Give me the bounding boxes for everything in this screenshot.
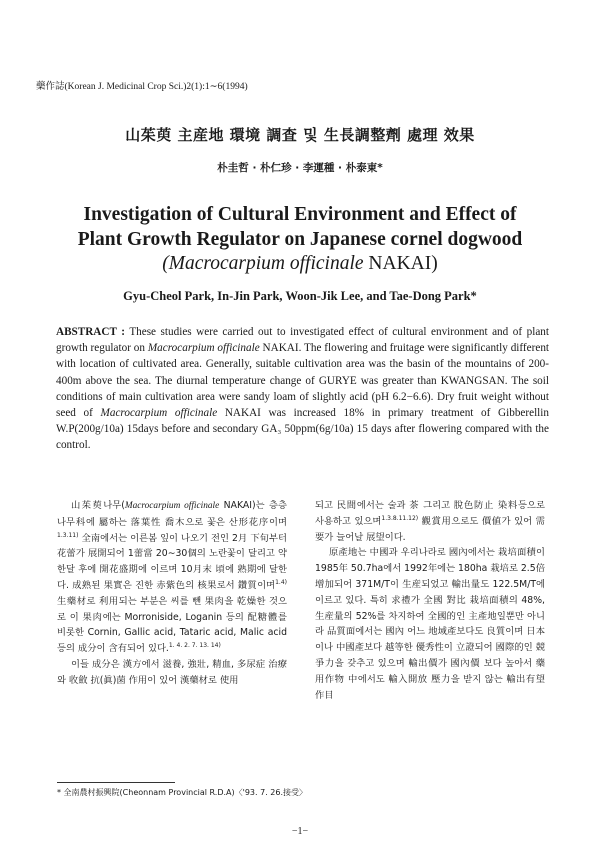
scientific-name: (Macrocarpium officinale [162,253,364,274]
korean-authors: 朴圭哲 · 朴仁珍 · 李運種 · 朴泰東* [217,162,383,174]
taxon-authority: NAKAI) [363,253,438,274]
body-text: 되고 民間에서는 술과 茶 그리고 脫色防止 染料등으로 사용하고 있으며 [315,500,545,527]
body-paragraph [315,498,545,545]
abstract-sci-1: Macrocarpium officinale [147,342,260,355]
journal-citation: 藥作誌(Korean J. Medicinal Crop Sci.)2(1):1∼6(1994) [36,82,248,92]
english-title [0,203,600,277]
citation-ref: 1. 4. 2. 7. 13. 14) [168,642,221,650]
english-authors: Gyu-Cheol Park, In-Jin Park, Woon-Jik Lee, and Tae-Dong Park* [123,289,477,303]
abstract-text-3: NAKAI was increased 18% in primary treatment of Gibberellin W.P(200g/10a) 15days before and secondary GA₃ 50ppm(6g/10a) 15 days after flowering compared with the control. [56,407,549,452]
abstract-label: ABSTRACT : [56,326,125,338]
footnote-rule [57,782,175,783]
abstract-text-2: NAKAI. The flowering and fruitage were significantly different with location of cultivated area. Generally, suitable cultivation area was the basin of the mountains of 200-400m above the sea. The diurnal temperature change of GURYE was greater than KWANGSAN. The soil conditions of main cultivation area were sandy loam of slightly acid (pH 6.2−6.6). Dry fruit weight without seed of [56,342,550,420]
citation-ref: 1.4) [275,578,287,586]
english-title-line-2: Plant Growth Regulator on Japanese cornel dogwood [77,228,523,250]
body-paragraph [57,498,287,657]
footnote: * 全南農村振興院(Cheonnam Provincial R.D.A)〈'93. 7. 26.接受〉 [57,788,307,797]
citation-ref: 1.3.11) [57,531,79,539]
body-paragraph: 이들 成分은 漢方에서 滋養, 強壯, 精血, 多尿症 治療와 收斂 抗(眞)菌 作用이 있어 漢藥材로 使用 [57,658,287,686]
abstract [56,324,549,454]
korean-title: 山茱萸 主産地 環境 調査 및 生長調整劑 處理 效果 [125,126,475,144]
page-number: −1− [291,826,309,837]
abstract-sci-2: Macrocarpium officinale [100,407,218,420]
body-text: 觀賞用으로도 價値가 있어 需要가 늘어날 展望이다. [315,515,545,543]
body-paragraph: 原產地는 中國과 우리나라로 國內에서는 栽培面積이 1985年 50.7ha에서 1992年에는 180ha 栽培로 2.5倍 增加되어 371M/T이 生産되었고 輸出量도 122.5M/T에 이르고 있다. 특히 求禮가 全國 對比 栽培面積의 48%, 生産量의 52%를 차지하여 全國的인 主產地일뿐만 아니라 品質面에서는 國內 어느 地域產보다도 良質이며 日本이나 中國產보다 越等한 優秀性이 立證되어 國際的인 競爭力을 갖추고 있으며 輸出價가 國內價 보다 높아서 藥用作物 中에서도 輸入開放 壓力을 받지 않는 輸出有望 作目 [315,547,545,701]
body-sci-name: Macrocarpium officinale [124,501,220,511]
english-title-line-1: Investigation of Cultural Environment and Effect of [83,204,517,225]
body-text: 生藥材로 利用되는 부분은 씨를 뺀 果肉을 乾燥한 것으로 이 果肉에는 Morroniside, Loganin 등의 配糖體를 비롯한 Cornin, Gallic acid, Tataric acid, Malic acid 등의 成分이 含有되어 있다. [57,595,287,655]
abstract-text-1: These studies were carried out to investigated effect of cultural environment and of plant growth regulator on [56,326,549,355]
body-text: NAKAI)는 층층나무科에 屬하는 落葉性 喬木으로 꽃은 산形花序이며 [57,500,287,528]
body-column-right [315,498,545,703]
english-title-line-3 [0,252,600,277]
body-column-left [57,498,287,689]
body-text: 山茱萸나무( [70,500,125,511]
citation-ref: 1.3.8.11.12) [381,514,419,522]
body-text: 全南에서는 이른봄 잎이 나오기 전인 2月 下旬부터 花蕾가 展開되어 1蕾當 20∼30個의 노란꽃이 달리고 약 한달 후에 開花盛期에 이르며 10月末 頃에 熟期에 달한다. 成熟된 果實은 진한 赤紫色의 核果로서 鑽質이며 [57,532,287,591]
